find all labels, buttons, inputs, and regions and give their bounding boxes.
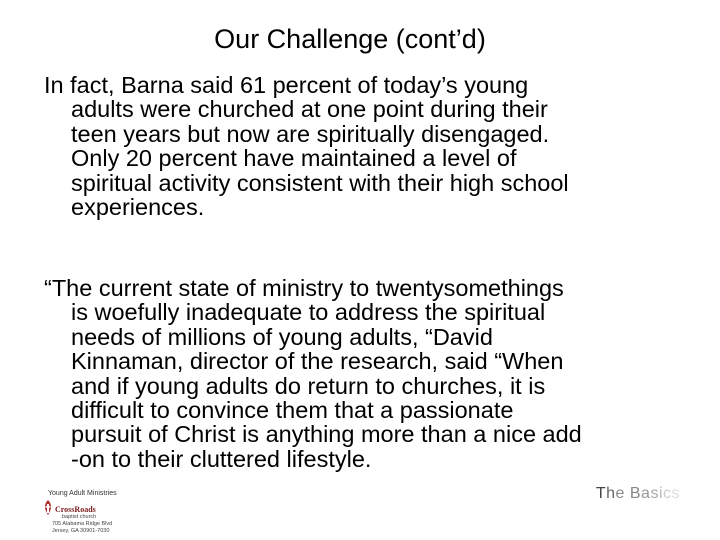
paragraph-line: needs of millions of young adults, “David xyxy=(71,323,493,350)
footer-letter: s xyxy=(671,485,680,502)
logo-address-line-1: 705 Alabama Ridge Blvd xyxy=(52,521,113,527)
paragraph-barna-statistics xyxy=(44,73,704,219)
paragraph-line: adults were churched at one point during their xyxy=(71,96,548,123)
paragraph-line: pursuit of Christ is anything more than a nice add xyxy=(71,421,582,448)
paragraph-line: and if young adults do return to churches, it is xyxy=(71,372,546,399)
slide-title: Our Challenge (cont’d) xyxy=(214,24,486,54)
crossroads-logo xyxy=(40,490,140,540)
footer-letter: s xyxy=(650,485,659,502)
paragraph-line: Kinnaman, director of the research, said “When xyxy=(71,348,564,375)
footer-letter: h xyxy=(606,485,616,502)
footer-the-basics xyxy=(596,484,680,504)
footer-letter: a xyxy=(641,485,651,502)
logo-ministries-text: Young Adult Ministries xyxy=(48,490,117,497)
paragraph-line: teen years but now are spiritually disengaged. xyxy=(71,120,550,147)
paragraph-line: experiences. xyxy=(71,194,205,221)
paragraph-line: -on to their cluttered lifestyle. xyxy=(71,445,372,472)
logo-tagline: baptist church xyxy=(62,514,97,520)
logo-name: CrossRoads xyxy=(55,505,96,514)
paragraph-line: difficult to convince them that a passionate xyxy=(71,397,514,424)
paragraph-kinnaman-quote xyxy=(44,276,704,471)
logo-address-line-2: Jersey, GA 30901-7030 xyxy=(52,528,110,534)
footer-letter: c xyxy=(663,485,672,502)
paragraph-line: spiritual activity consistent with their high school xyxy=(71,169,569,196)
paragraph-line: “The current state of ministry to twentysomethings xyxy=(44,275,564,301)
footer-letter: i xyxy=(658,485,663,502)
paragraph-line: is woefully inadequate to address the spiritual xyxy=(71,299,546,326)
paragraph-line: Only 20 percent have maintained a level of xyxy=(71,145,517,172)
footer-letter: B xyxy=(629,485,642,502)
footer-letter: e xyxy=(615,485,625,502)
paragraph-line: In fact, Barna said 61 percent of today’s young xyxy=(44,72,529,98)
footer-letter: T xyxy=(595,485,607,502)
cross-icon xyxy=(42,499,54,517)
